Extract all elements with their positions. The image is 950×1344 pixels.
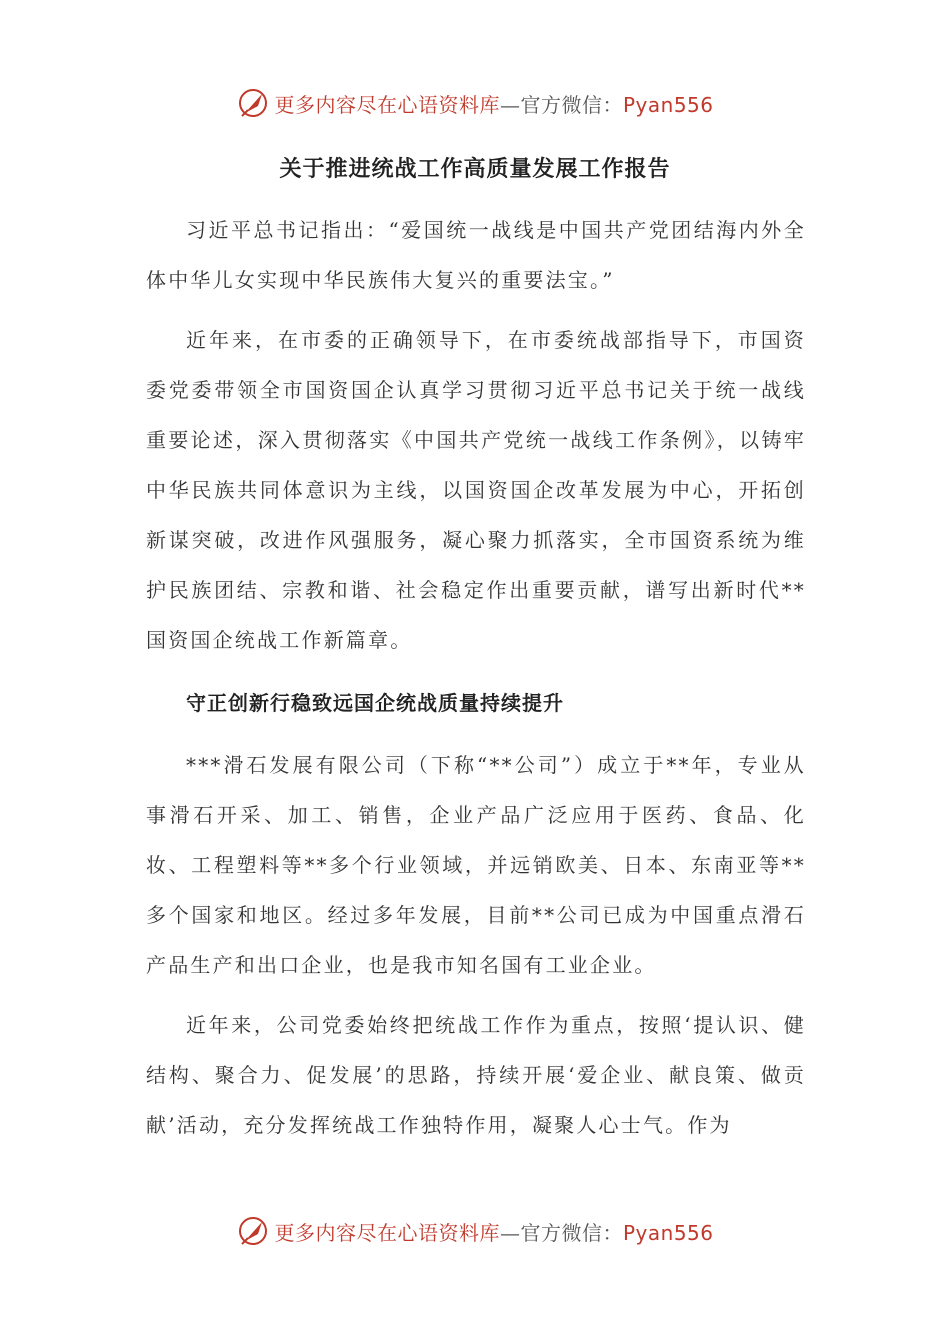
banner-wechat-id: Pyan556: [622, 1220, 714, 1245]
banner-site-name: 更多内容尽在心语资料库: [274, 92, 500, 117]
paragraph-1: 习近平总书记指出：“爱国统一战线是中国共产党团结海内外全体中华儿女实现中华民族伟大复兴的重要法宝。”: [146, 218, 806, 292]
banner-wechat-label: —官方微信：: [499, 92, 623, 117]
banner-wechat-id: Pyan556: [622, 92, 714, 117]
banner-wechat-label: —官方微信：: [499, 1220, 623, 1245]
paragraph-4: 近年来，公司党委始终把统战工作作为重点，按照‘提认识、健结构、聚合力、促发展’的思路，持续开展‘爱企业、献良策、做贡献’活动，充分发挥统战工作独特作用，凝聚人心士气。作为: [146, 1013, 806, 1137]
footer-watermark-banner: [0, 1211, 950, 1251]
document-title: 关于推进统战工作高质量发展工作报告: [279, 157, 671, 182]
banner-text: [274, 1217, 713, 1246]
banner-text: [274, 89, 713, 118]
banner-site-name: 更多内容尽在心语资料库: [274, 1220, 500, 1245]
paragraph-3: ***滑石发展有限公司（下称“**公司”）成立于**年，专业从事滑石开采、加工、销售，企业产品广泛应用于医药、食品、化妆、工程塑料等**多个行业领域，并远销欧美、日本、东南亚等**多个国家和地区。经过多年发展，目前**公司已成为中国重点滑石产品生产和出口企业，也是我市知名国有工业企业。: [146, 753, 806, 977]
header-watermark-banner: [0, 83, 950, 123]
quill-logo-icon: [236, 86, 270, 120]
section-heading: 守正创新行稳致远国企统战质量持续提升: [186, 691, 564, 715]
quill-logo-icon: [236, 1214, 270, 1248]
paragraph-2: 近年来，在市委的正确领导下，在市委统战部指导下，市国资委党委带领全市国资国企认真学习贯彻习近平总书记关于统一战线重要论述，深入贯彻落实《中国共产党统一战线工作条例》，以铸牢中华民族共同体意识为主线，以国资国企改革发展为中心，开拓创新谋突破，改进作风强服务，凝心聚力抓落实，全市国资系统为维护民族团结、宗教和谐、社会稳定作出重要贡献，谱写出新时代**国资国企统战工作新篇章。: [146, 328, 806, 652]
